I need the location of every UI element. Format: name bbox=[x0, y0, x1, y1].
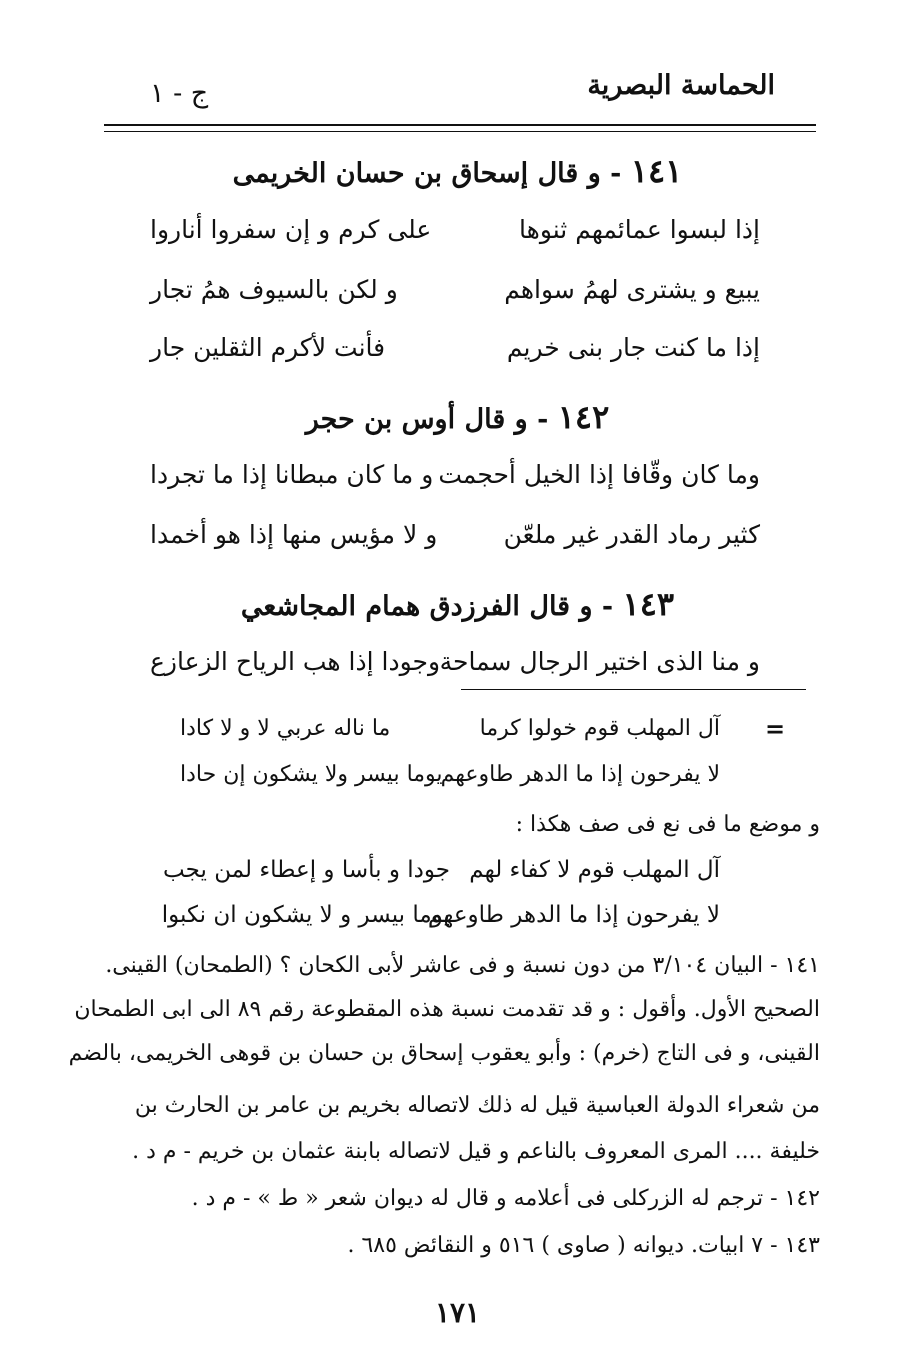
verse-first-hemistich: كثير رماد القدر غير ملعّن bbox=[503, 520, 760, 549]
poem-title: - و قال أوس بن حجر bbox=[305, 404, 549, 435]
header-rule-thin bbox=[104, 131, 816, 132]
note-verse bbox=[163, 857, 720, 893]
verse bbox=[150, 275, 760, 315]
continuation-mark: = bbox=[765, 714, 786, 743]
note-second-hemistich: يوما بيسر و لا يشكون ان نكبوا bbox=[161, 902, 450, 928]
footnote-line: ١٤١ - البيان ٣/١٠٤ من دون نسبة و فى عاشر لأبى الكحان ؟ (الطمحان) القينى. bbox=[105, 953, 820, 978]
note-second-hemistich: جودا و بأسا و إعطاء لمن يجب bbox=[163, 857, 450, 883]
verse bbox=[150, 215, 760, 255]
verse-first-hemistich: يبيع و يشترى لهمُ سواهم bbox=[504, 275, 760, 304]
poem-title: - و قال الفرزدق همام المجاشعي bbox=[240, 591, 614, 622]
verse-second-hemistich: و لا مؤيس منها إذا هو أخمدا bbox=[150, 520, 438, 549]
note-second-hemistich: يوما بيسر ولا يشكون إن حادا bbox=[180, 762, 443, 787]
note-first-hemistich: آل المهلب قوم خولوا كرما bbox=[479, 716, 720, 741]
note-first-hemistich: لا يفرحون إذا ما الدهر طاوعهم bbox=[440, 762, 720, 787]
note-separator-rule bbox=[461, 689, 806, 690]
note-verse bbox=[180, 762, 720, 798]
note-first-hemistich: لا يفرحون إذا ما الدهر طاوعهم bbox=[427, 902, 720, 928]
footnote-line: الصحيح الأول. وأقول : و قد تقدمت نسبة هذه المقطوعة رقم ٨٩ الى ابى الطمحان bbox=[74, 997, 820, 1022]
verse-first-hemistich: إذا لبسوا عمائمهم ثنوها bbox=[519, 215, 760, 244]
footnote-line: خليفة .... المرى المعروف بالناعم و قيل لاتصاله بابنة عثمان بن خريم - م د . bbox=[132, 1139, 820, 1164]
verse-second-hemistich: و ما كان مبطانا إذا ما تجردا bbox=[150, 460, 434, 489]
verse bbox=[150, 647, 760, 687]
poem-heading-143 bbox=[0, 585, 915, 623]
note-second-hemistich: ما ناله عربي لا و لا كادا bbox=[180, 716, 391, 741]
header-rule bbox=[104, 124, 816, 126]
verse-second-hemistich: وجودا إذا هب الرياح الزعازع bbox=[150, 647, 441, 676]
verse-second-hemistich: و لكن بالسيوف همُ تجار bbox=[150, 275, 398, 304]
verse bbox=[150, 333, 760, 373]
poem-title: - و قال إسحاق بن حسان الخريمى bbox=[232, 158, 622, 189]
verse-first-hemistich: إذا ما كنت جار بنى خريم bbox=[506, 333, 760, 362]
poem-number: ١٤٢ bbox=[557, 398, 610, 436]
poem-number: ١٤٣ bbox=[622, 585, 675, 623]
verse-second-hemistich: على كرم و إن سفروا أناروا bbox=[150, 215, 432, 244]
footnote-line: القينى، و فى التاج (خرم) : وأبو يعقوب إسحاق بن حسان بن قوهى الخريمى، بالضم bbox=[68, 1041, 820, 1066]
note-first-hemistich: آل المهلب قوم لا كفاء لهم bbox=[469, 857, 720, 883]
running-header-volume: ج - ١ bbox=[150, 78, 209, 109]
verse bbox=[150, 520, 760, 560]
verse-first-hemistich: وما كان وقّافا إذا الخيل أحجمت bbox=[438, 460, 760, 489]
verse bbox=[150, 460, 760, 500]
footnote-line: ١٤٢ - ترجم له الزركلى فى أعلامه و قال له ديوان شعر « ط » - م د . bbox=[191, 1186, 820, 1211]
note-intro: و موضع ما فى نع فى صف هكذا : bbox=[515, 812, 820, 837]
poem-heading-141 bbox=[0, 152, 915, 190]
poem-number: ١٤١ bbox=[630, 152, 683, 190]
poem-heading-142 bbox=[0, 398, 915, 436]
note-verse bbox=[161, 902, 720, 938]
note-verse bbox=[180, 716, 720, 752]
verse-first-hemistich: و منا الذى اختير الرجال سماحة bbox=[439, 647, 760, 676]
verse-second-hemistich: فأنت لأكرم الثقلين جار bbox=[150, 333, 386, 362]
footnote-line: ١٤٣ - ٧ ابيات. ديوانه ( صاوى ) ٥١٦ و النقائض ٦٨٥ . bbox=[347, 1233, 820, 1258]
footnote-line: من شعراء الدولة العباسية قيل له ذلك لاتصاله بخريم بن عامر بن الحارث بن bbox=[134, 1093, 820, 1118]
page-number: ١٧١ bbox=[434, 1296, 481, 1329]
running-header-title: الحماسة البصرية bbox=[587, 70, 775, 101]
